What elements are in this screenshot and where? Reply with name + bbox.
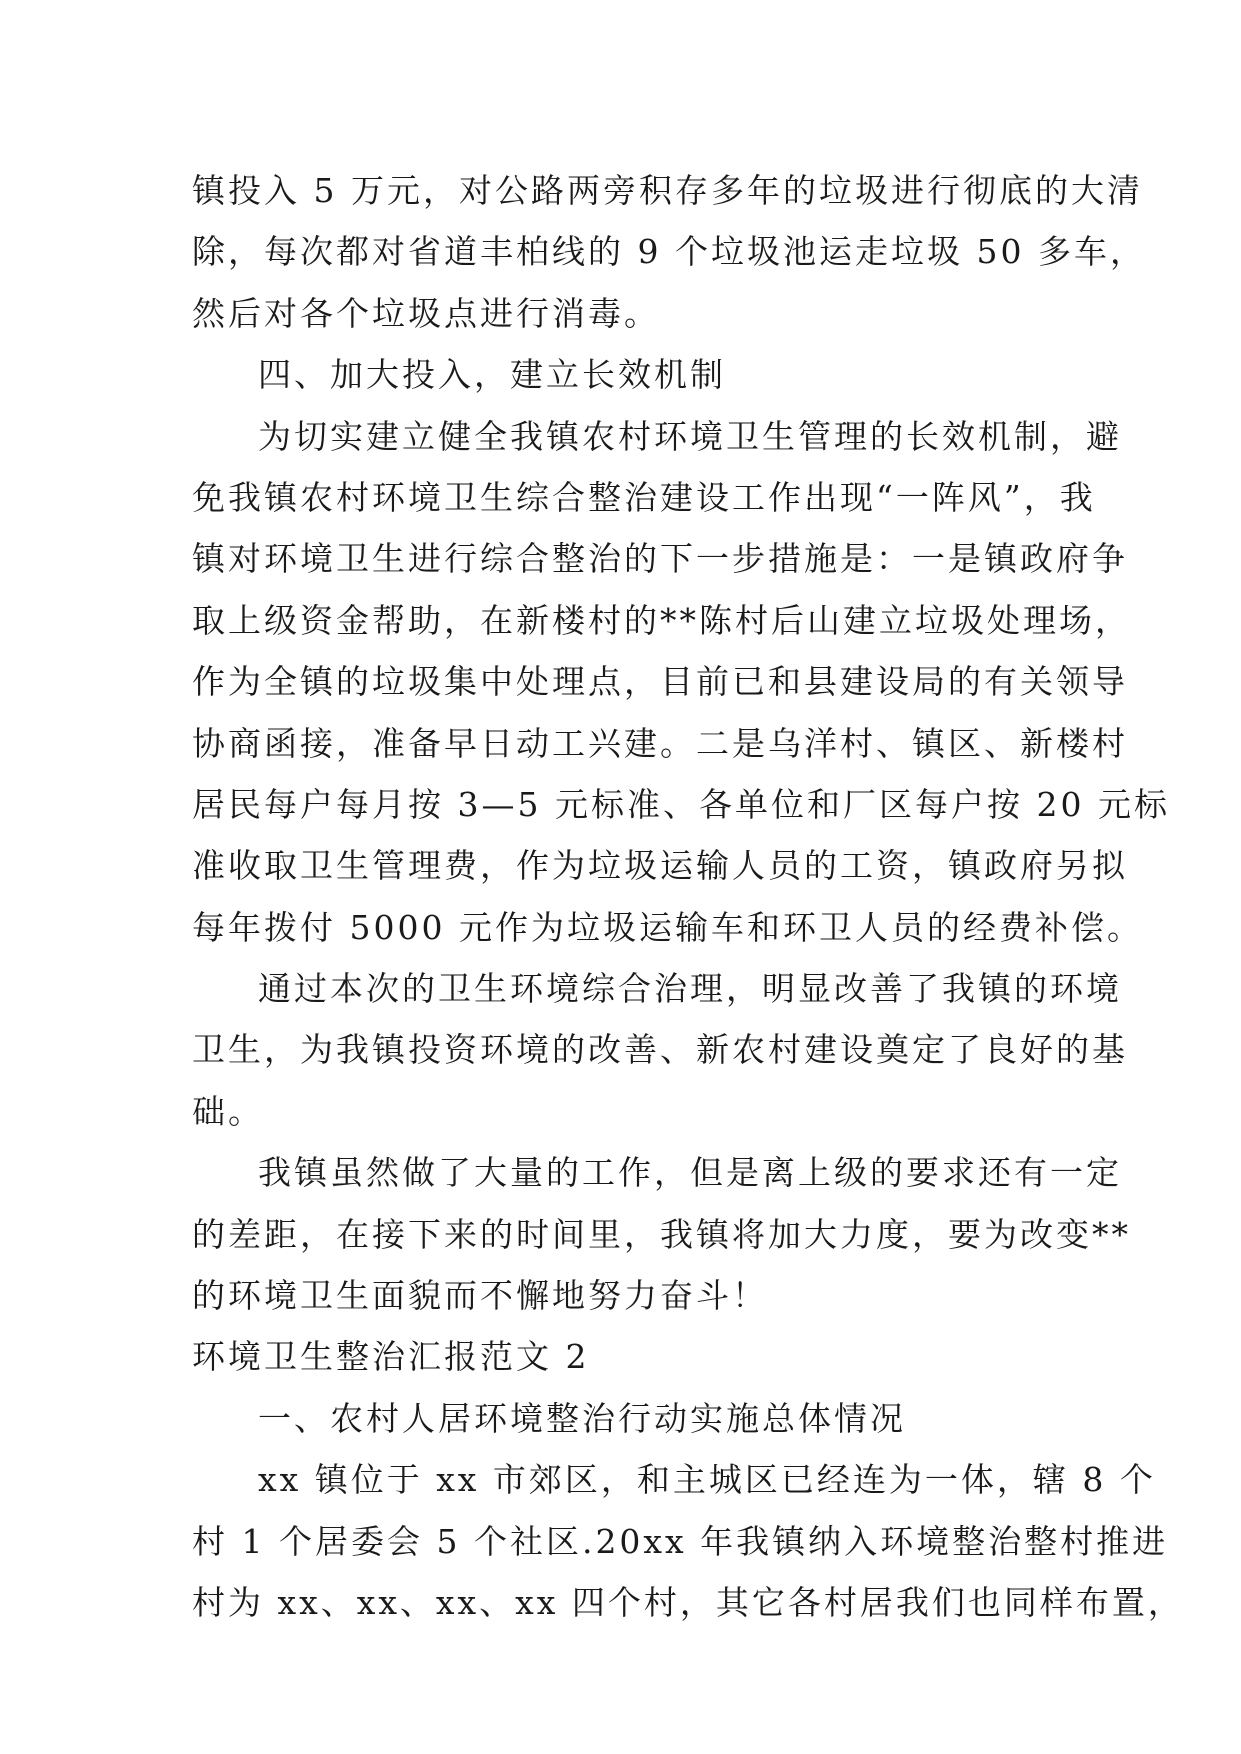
text-line: 卫生，为我镇投资环境的改善、新农村建设奠定了良好的基: [192, 1030, 1128, 1070]
text-line: 然后对各个垃圾点进行消毒。: [192, 293, 660, 333]
section-heading: 四、加大投入，建立长效机制: [258, 355, 726, 395]
text-line: 镇投入 5 万元，对公路两旁积存多年的垃圾进行彻底的大清: [192, 171, 1143, 210]
text-line: xx 镇位于 xx 市郊区，和主城区已经连为一体，辖 8 个: [258, 1460, 1156, 1500]
text-line: 通过本次的卫生环境综合治理，明显改善了我镇的环境: [258, 969, 1122, 1009]
text-line: 村为 xx、xx、xx、xx 四个村，其它各村居我们也同样布置，: [192, 1582, 1184, 1622]
text-line: 居民每户每月按 3—5 元标准、各单位和厂区每户按 20 元标: [192, 784, 1170, 824]
text-line: 础。: [192, 1091, 264, 1131]
text-line: 除，每次都对省道丰柏线的 9 个垃圾池运走垃圾 50 多车，: [192, 232, 1146, 272]
document-body: [192, 160, 1184, 1633]
text-line: 作为全镇的垃圾集中处理点，目前已和县建设局的有关领导: [192, 662, 1128, 702]
text-line: 镇对环境卫生进行综合整治的下一步措施是：一是镇政府争: [192, 539, 1128, 579]
text-line: 取上级资金帮助，在新楼村的**陈村后山建立垃圾处理场，: [192, 600, 1131, 640]
document-subtitle: 环境卫生整治汇报范文 2: [192, 1337, 590, 1377]
text-line: 每年拨付 5000 元作为垃圾运输车和环卫人员的经费补偿。: [192, 907, 1143, 947]
text-line: 的差距，在接下来的时间里，我镇将加大力度，要为改变**: [192, 1214, 1131, 1254]
text-line: 准收取卫生管理费，作为垃圾运输人员的工资，镇政府另拟: [192, 846, 1128, 886]
section-heading: 一、农村人居环境整治行动实施总体情况: [258, 1398, 906, 1438]
text-line: 免我镇农村环境卫生综合整治建设工作出现“一阵风”，我: [192, 477, 1096, 517]
text-line: 协商函接，准备早日动工兴建。二是乌洋村、镇区、新楼村: [192, 723, 1128, 763]
text-line: 村 1 个居委会 5 个社区.20xx 年我镇纳入环境整治整村推进: [192, 1521, 1169, 1561]
text-line: 为切实建立健全我镇农村环境卫生管理的长效机制，避: [258, 416, 1122, 456]
text-line: 我镇虽然做了大量的工作，但是离上级的要求还有一定: [258, 1153, 1122, 1193]
text-line: 的环境卫生面貌而不懈地努力奋斗！: [192, 1276, 768, 1316]
